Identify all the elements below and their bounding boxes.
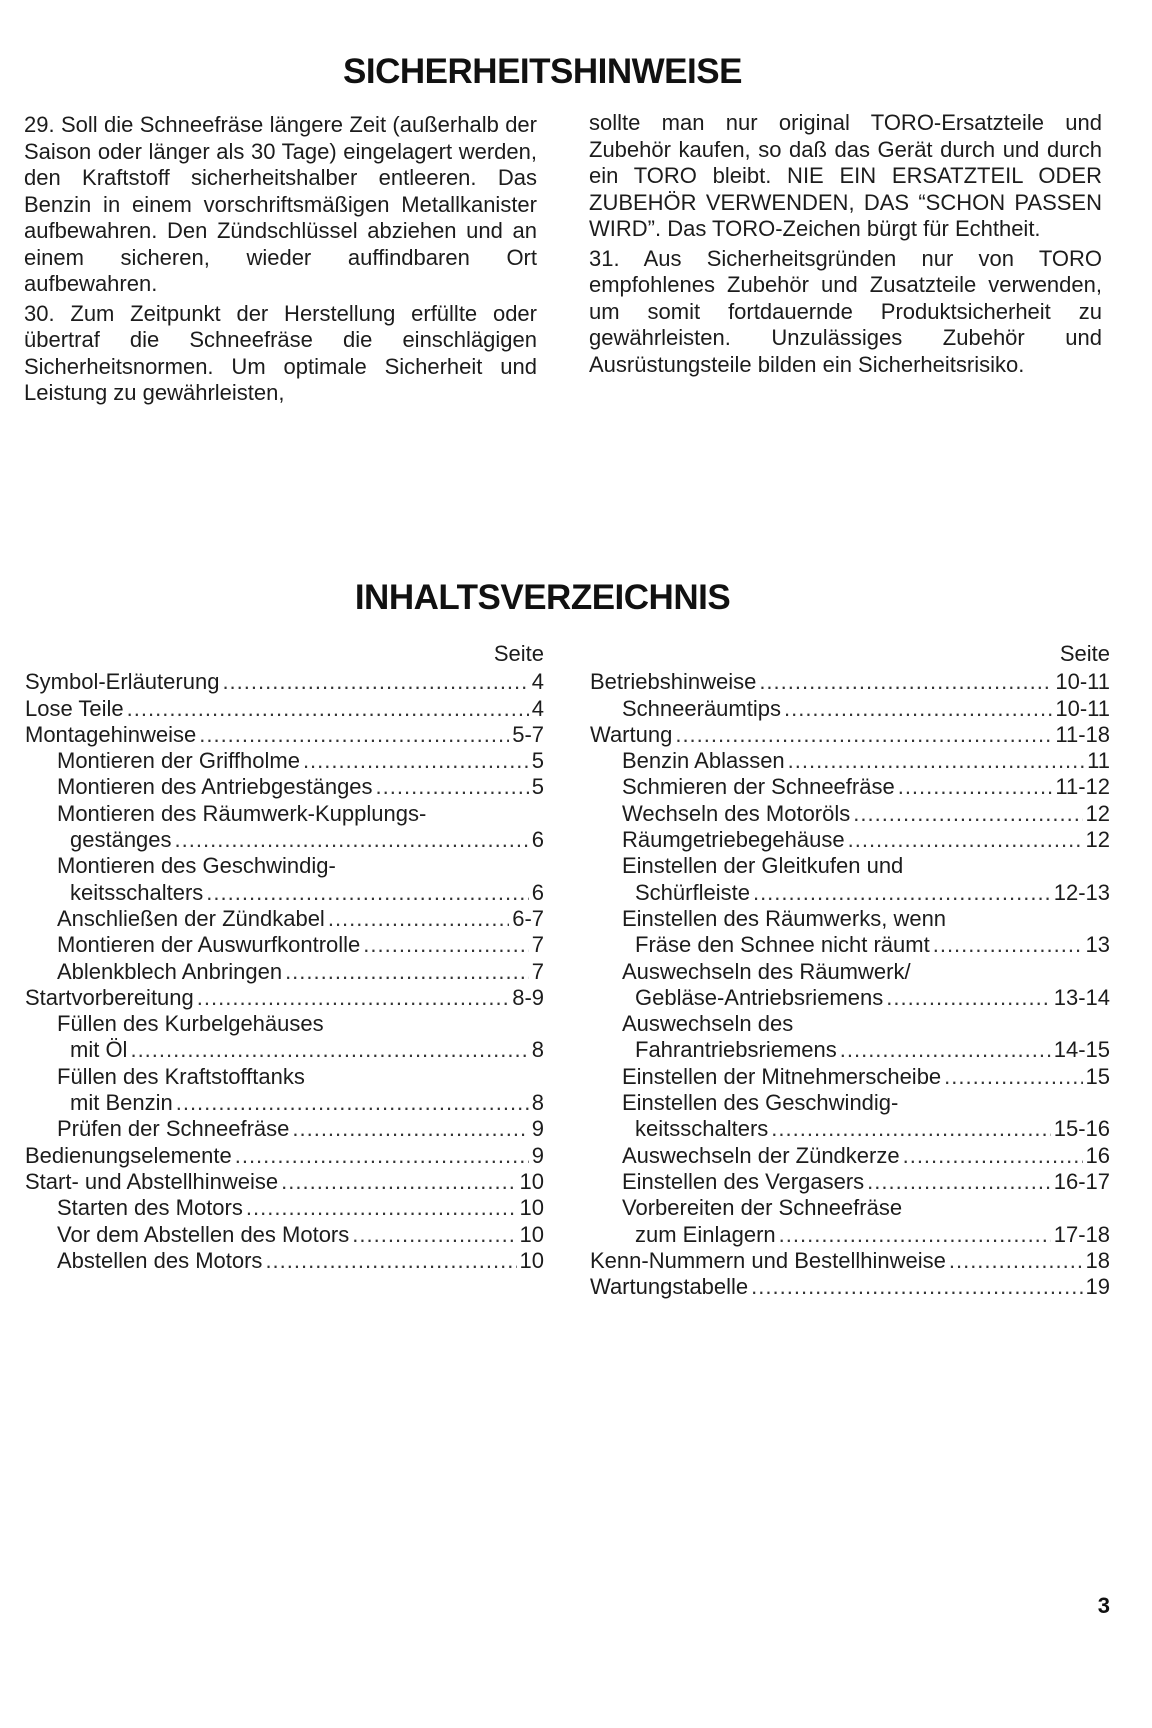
toc-entry[interactable] — [590, 1116, 1110, 1142]
toc-entry-page: 11-12 — [1055, 774, 1110, 800]
toc-entry[interactable] — [25, 880, 544, 906]
toc-entry-label: Montieren des Antriebgestänges — [57, 774, 373, 800]
toc-entry-label: Schmieren der Schneefräse — [622, 774, 895, 800]
toc-entry-label: Montieren der Auswurfkontrolle — [57, 932, 361, 958]
toc-entry[interactable] — [25, 1116, 544, 1142]
toc-entry-page: 11 — [1087, 748, 1110, 774]
toc-entry-label: Anschließen der Zündkabel — [57, 905, 325, 931]
toc-entry-page: 9 — [531, 1116, 544, 1142]
toc-entry[interactable] — [25, 985, 544, 1011]
leader-dots — [779, 1222, 1051, 1248]
toc-entry-page: 12-13 — [1053, 879, 1110, 905]
toc-entry-line[interactable]: Einstellen des Geschwindig- — [622, 1090, 899, 1116]
toc-entry-page: 19 — [1085, 1274, 1110, 1300]
leader-dots — [285, 959, 529, 985]
leader-dots — [898, 774, 1053, 800]
toc-entry[interactable] — [25, 748, 544, 774]
toc-entry-label: Benzin Ablassen — [622, 748, 785, 774]
toc-entry-line[interactable]: Auswechseln des Räumwerk/ — [622, 958, 911, 984]
toc-entry-label: Vor dem Abstellen des Motors — [57, 1221, 350, 1247]
toc-entry[interactable] — [25, 669, 544, 695]
leader-dots — [363, 932, 528, 958]
toc-entry-line[interactable]: Auswechseln des — [622, 1011, 794, 1037]
toc-entry-page: 5-7 — [512, 721, 544, 747]
toc-entry[interactable] — [590, 932, 1110, 958]
leader-dots — [281, 1169, 516, 1195]
toc-entry-label: Wechseln des Motoröls — [622, 800, 851, 826]
leader-dots — [175, 827, 529, 853]
toc-entry-label: Bedienungselemente — [25, 1142, 232, 1168]
toc-entry-label: Schneeräumtips — [622, 695, 781, 721]
toc-entry-label: Fräse den Schnee nicht räumt — [635, 932, 930, 958]
leader-dots — [303, 748, 529, 774]
safety-column-right — [589, 110, 1102, 381]
toc-entry-label: Räumgetriebegehäuse — [622, 827, 845, 853]
toc-entry-page: 4 — [531, 669, 544, 695]
toc-entry[interactable] — [590, 669, 1110, 695]
toc-entry-page: 10 — [519, 1221, 544, 1247]
toc-entry[interactable] — [25, 959, 544, 985]
toc-entry-page: 6-7 — [512, 905, 544, 931]
toc-entry-label: Prüfen der Schneefräse — [57, 1116, 290, 1142]
leader-dots — [853, 801, 1082, 827]
toc-entry-label: keitsschalters — [635, 1116, 769, 1142]
leader-dots — [771, 1116, 1050, 1142]
leader-dots — [759, 669, 1052, 695]
toc-entry[interactable] — [590, 1248, 1110, 1274]
toc-entry-page: 7 — [531, 958, 544, 984]
toc-entry[interactable] — [25, 932, 544, 958]
safety-item-30: 30. Zum Zeitpunkt der Herstellung erfüllte oder übertraf die Schneefräse die einschlägigen Sicherheitsnormen. Um optimale Sicherheit und Leistung zu gewährleisten, — [24, 300, 537, 405]
toc-entry[interactable] — [590, 827, 1110, 853]
toc-entry-label: mit Öl — [70, 1037, 128, 1063]
toc-entry-label: Abstellen des Motors — [57, 1247, 263, 1273]
safety-item-29: 29. Soll die Schneefräse längere Zeit (außerhalb der Saison oder länger als 30 Tage) eingelagert werden, den Kraftstoff sicherheitshalber entleeren. Das Benzin in einem vorschriftsmäßigen Metallkanister aufbewahren. Den Zündschlüssel abziehen und an einem sicheren, wieder auffindbaren Ort aufbewahren. — [24, 112, 537, 296]
toc-entry-page: 16 — [1085, 1142, 1110, 1168]
toc-entry-line[interactable]: Montieren des Geschwindig- — [57, 853, 336, 879]
toc-entry[interactable] — [25, 696, 544, 722]
toc-entry-page: 6 — [531, 827, 544, 853]
toc-entry[interactable] — [25, 906, 544, 932]
leader-dots — [197, 985, 509, 1011]
toc-entry-page: 17-18 — [1053, 1221, 1110, 1247]
leader-dots — [949, 1248, 1083, 1274]
toc-entry-line[interactable]: Füllen des Kraftstofftanks — [57, 1063, 305, 1089]
toc-entry-label: Montieren der Griffholme — [57, 748, 300, 774]
toc-column-right — [590, 641, 1110, 1300]
toc-entry[interactable] — [590, 801, 1110, 827]
toc-entry-label: Lose Teile — [25, 695, 124, 721]
toc-entry-label: Betriebshinweise — [590, 669, 757, 695]
toc-entry-label: gestänges — [70, 827, 172, 853]
toc-entry[interactable] — [590, 748, 1110, 774]
toc-entry-page: 7 — [531, 932, 544, 958]
toc-entry[interactable] — [25, 1222, 544, 1248]
toc-entry-label: keitsschalters — [70, 879, 204, 905]
toc-entry[interactable] — [590, 880, 1110, 906]
leader-dots — [130, 1037, 528, 1063]
toc-entry-page: 9 — [531, 1142, 544, 1168]
toc-entry[interactable] — [590, 1169, 1110, 1195]
toc-entry-label: Ablenkblech Anbringen — [57, 958, 283, 984]
leader-dots — [867, 1169, 1051, 1195]
toc-entry-line[interactable]: Montieren des Räumwerk-Kupplungs- — [57, 800, 427, 826]
toc-entry[interactable] — [590, 985, 1110, 1011]
toc-entry-label: Start- und Abstellhinweise — [25, 1168, 279, 1194]
leader-dots — [933, 932, 1083, 958]
leader-dots — [206, 880, 528, 906]
toc-entry-label: Symbol-Erläuterung — [25, 669, 220, 695]
toc-entry-page: 15 — [1085, 1063, 1110, 1089]
leader-dots — [903, 1143, 1083, 1169]
leader-dots — [328, 906, 509, 932]
leader-dots — [751, 1274, 1082, 1300]
toc-entry-line[interactable]: Einstellen der Gleitkufen und — [622, 853, 904, 879]
toc-entry[interactable] — [590, 774, 1110, 800]
toc-entry[interactable] — [590, 696, 1110, 722]
toc-entry-label: mit Benzin — [70, 1090, 173, 1116]
toc-entry[interactable] — [590, 1143, 1110, 1169]
toc-entry-page: 5 — [531, 748, 544, 774]
page-number: 3 — [1097, 1593, 1110, 1618]
toc-entry[interactable] — [590, 1064, 1110, 1090]
toc-entry-page: 12 — [1085, 800, 1110, 826]
leader-dots — [675, 722, 1052, 748]
toc-entry-label: zum Einlagern — [635, 1221, 776, 1247]
toc-entry[interactable] — [25, 1037, 544, 1063]
toc-column-left — [25, 641, 544, 1274]
toc-entry-label: Startvorbereitung — [25, 984, 194, 1010]
toc-entry-page: 10 — [519, 1247, 544, 1273]
toc-entry[interactable] — [25, 774, 544, 800]
toc-entry[interactable] — [590, 1037, 1110, 1063]
toc-entry-label: Wartung — [590, 721, 673, 747]
leader-dots — [886, 985, 1050, 1011]
toc-entry[interactable] — [25, 1090, 544, 1116]
toc-entry[interactable] — [25, 722, 544, 748]
leader-dots — [376, 774, 529, 800]
toc-entry[interactable] — [590, 1274, 1110, 1300]
toc-seite-label: Seite — [1059, 641, 1110, 666]
leader-dots — [176, 1090, 529, 1116]
toc-entry[interactable] — [25, 827, 544, 853]
toc-entry-page: 18 — [1085, 1247, 1110, 1273]
leader-dots — [199, 722, 509, 748]
toc-entry-page: 4 — [531, 695, 544, 721]
toc-entry-page: 10-11 — [1055, 669, 1110, 695]
toc-entry[interactable] — [25, 1169, 544, 1195]
toc-entry-page: 6 — [531, 879, 544, 905]
toc-entry-label: Gebläse-Antriebsriemens — [635, 984, 884, 1010]
toc-entry[interactable] — [25, 1248, 544, 1274]
toc-entry[interactable] — [25, 1143, 544, 1169]
toc-entry-page: 16-17 — [1053, 1168, 1110, 1194]
leader-dots — [352, 1222, 516, 1248]
toc-entry-label: Schürfleiste — [635, 879, 750, 905]
leader-dots — [753, 880, 1051, 906]
toc-entry-label: Fahrantriebsriemens — [635, 1037, 837, 1063]
leader-dots — [265, 1248, 516, 1274]
leader-dots — [222, 669, 528, 695]
leader-dots — [784, 696, 1052, 722]
toc-entry-page: 11-18 — [1055, 721, 1110, 747]
leader-dots — [235, 1143, 529, 1169]
toc-entry-label: Starten des Motors — [57, 1195, 243, 1221]
leader-dots — [848, 827, 1083, 853]
toc-entry[interactable] — [590, 1222, 1110, 1248]
toc-heading: INHALTSVERZEICHNIS — [354, 578, 731, 617]
safety-item-31: 31. Aus Sicherheitsgründen nur von TORO empfohlenes Zubehör und Zusatzteile verwenden, um somit fortdauernde Produktsicherheit zu gewährleisten. Unzulässiges Zubehör und Ausrüstungsteile bilden ein Sicherheitsrisiko. — [589, 245, 1102, 377]
toc-entry-page: 15-16 — [1053, 1116, 1110, 1142]
leader-dots — [788, 748, 1084, 774]
toc-entry[interactable] — [590, 722, 1110, 748]
toc-entry-page: 10 — [519, 1195, 544, 1221]
toc-entry-label: Wartungstabelle — [590, 1274, 749, 1300]
leader-dots — [246, 1195, 517, 1221]
toc-entry-page: 13 — [1085, 932, 1110, 958]
toc-entry-page: 14-15 — [1053, 1037, 1110, 1063]
toc-entry-label: Einstellen des Vergasers — [622, 1168, 865, 1194]
safety-heading: SICHERHEITSHINWEISE — [343, 52, 742, 91]
toc-entry-page: 5 — [531, 774, 544, 800]
toc-entry-line[interactable]: Füllen des Kurbelgehäuses — [57, 1011, 324, 1037]
toc-entry-line[interactable]: Einstellen des Räumwerks, wenn — [622, 905, 947, 931]
leader-dots — [292, 1116, 528, 1142]
leader-dots — [127, 696, 529, 722]
toc-entry-page: 8 — [531, 1037, 544, 1063]
toc-entry-label: Auswechseln der Zündkerze — [622, 1142, 900, 1168]
safety-column-left — [24, 112, 537, 410]
leader-dots — [944, 1064, 1082, 1090]
toc-entry-page: 10-11 — [1055, 695, 1110, 721]
toc-entry-page: 13-14 — [1053, 984, 1110, 1010]
toc-entry-label: Montagehinweise — [25, 721, 197, 747]
toc-entry-page: 8-9 — [512, 984, 544, 1010]
toc-entry-page: 8 — [531, 1090, 544, 1116]
toc-entry-line[interactable]: Vorbereiten der Schneefräse — [622, 1195, 903, 1221]
toc-entry-page: 12 — [1085, 827, 1110, 853]
leader-dots — [840, 1037, 1051, 1063]
toc-entry-label: Kenn-Nummern und Bestellhinweise — [590, 1247, 946, 1273]
toc-entry-label: Einstellen der Mitnehmerscheibe — [622, 1063, 942, 1089]
safety-item-30-cont: sollte man nur original TORO-Ersatzteile und Zubehör kaufen, so daß das Gerät durch und durch ein TORO bleibt. NIE EIN ERSATZTEIL ODER ZUBEHÖR VERWENDEN, DAS “SCHON PASSEN WIRD”. Das TORO-Zeichen bürgt für Echtheit. — [589, 110, 1102, 241]
toc-entry[interactable] — [25, 1195, 544, 1221]
toc-entry-page: 10 — [519, 1168, 544, 1194]
toc-seite-label: Seite — [493, 641, 544, 666]
